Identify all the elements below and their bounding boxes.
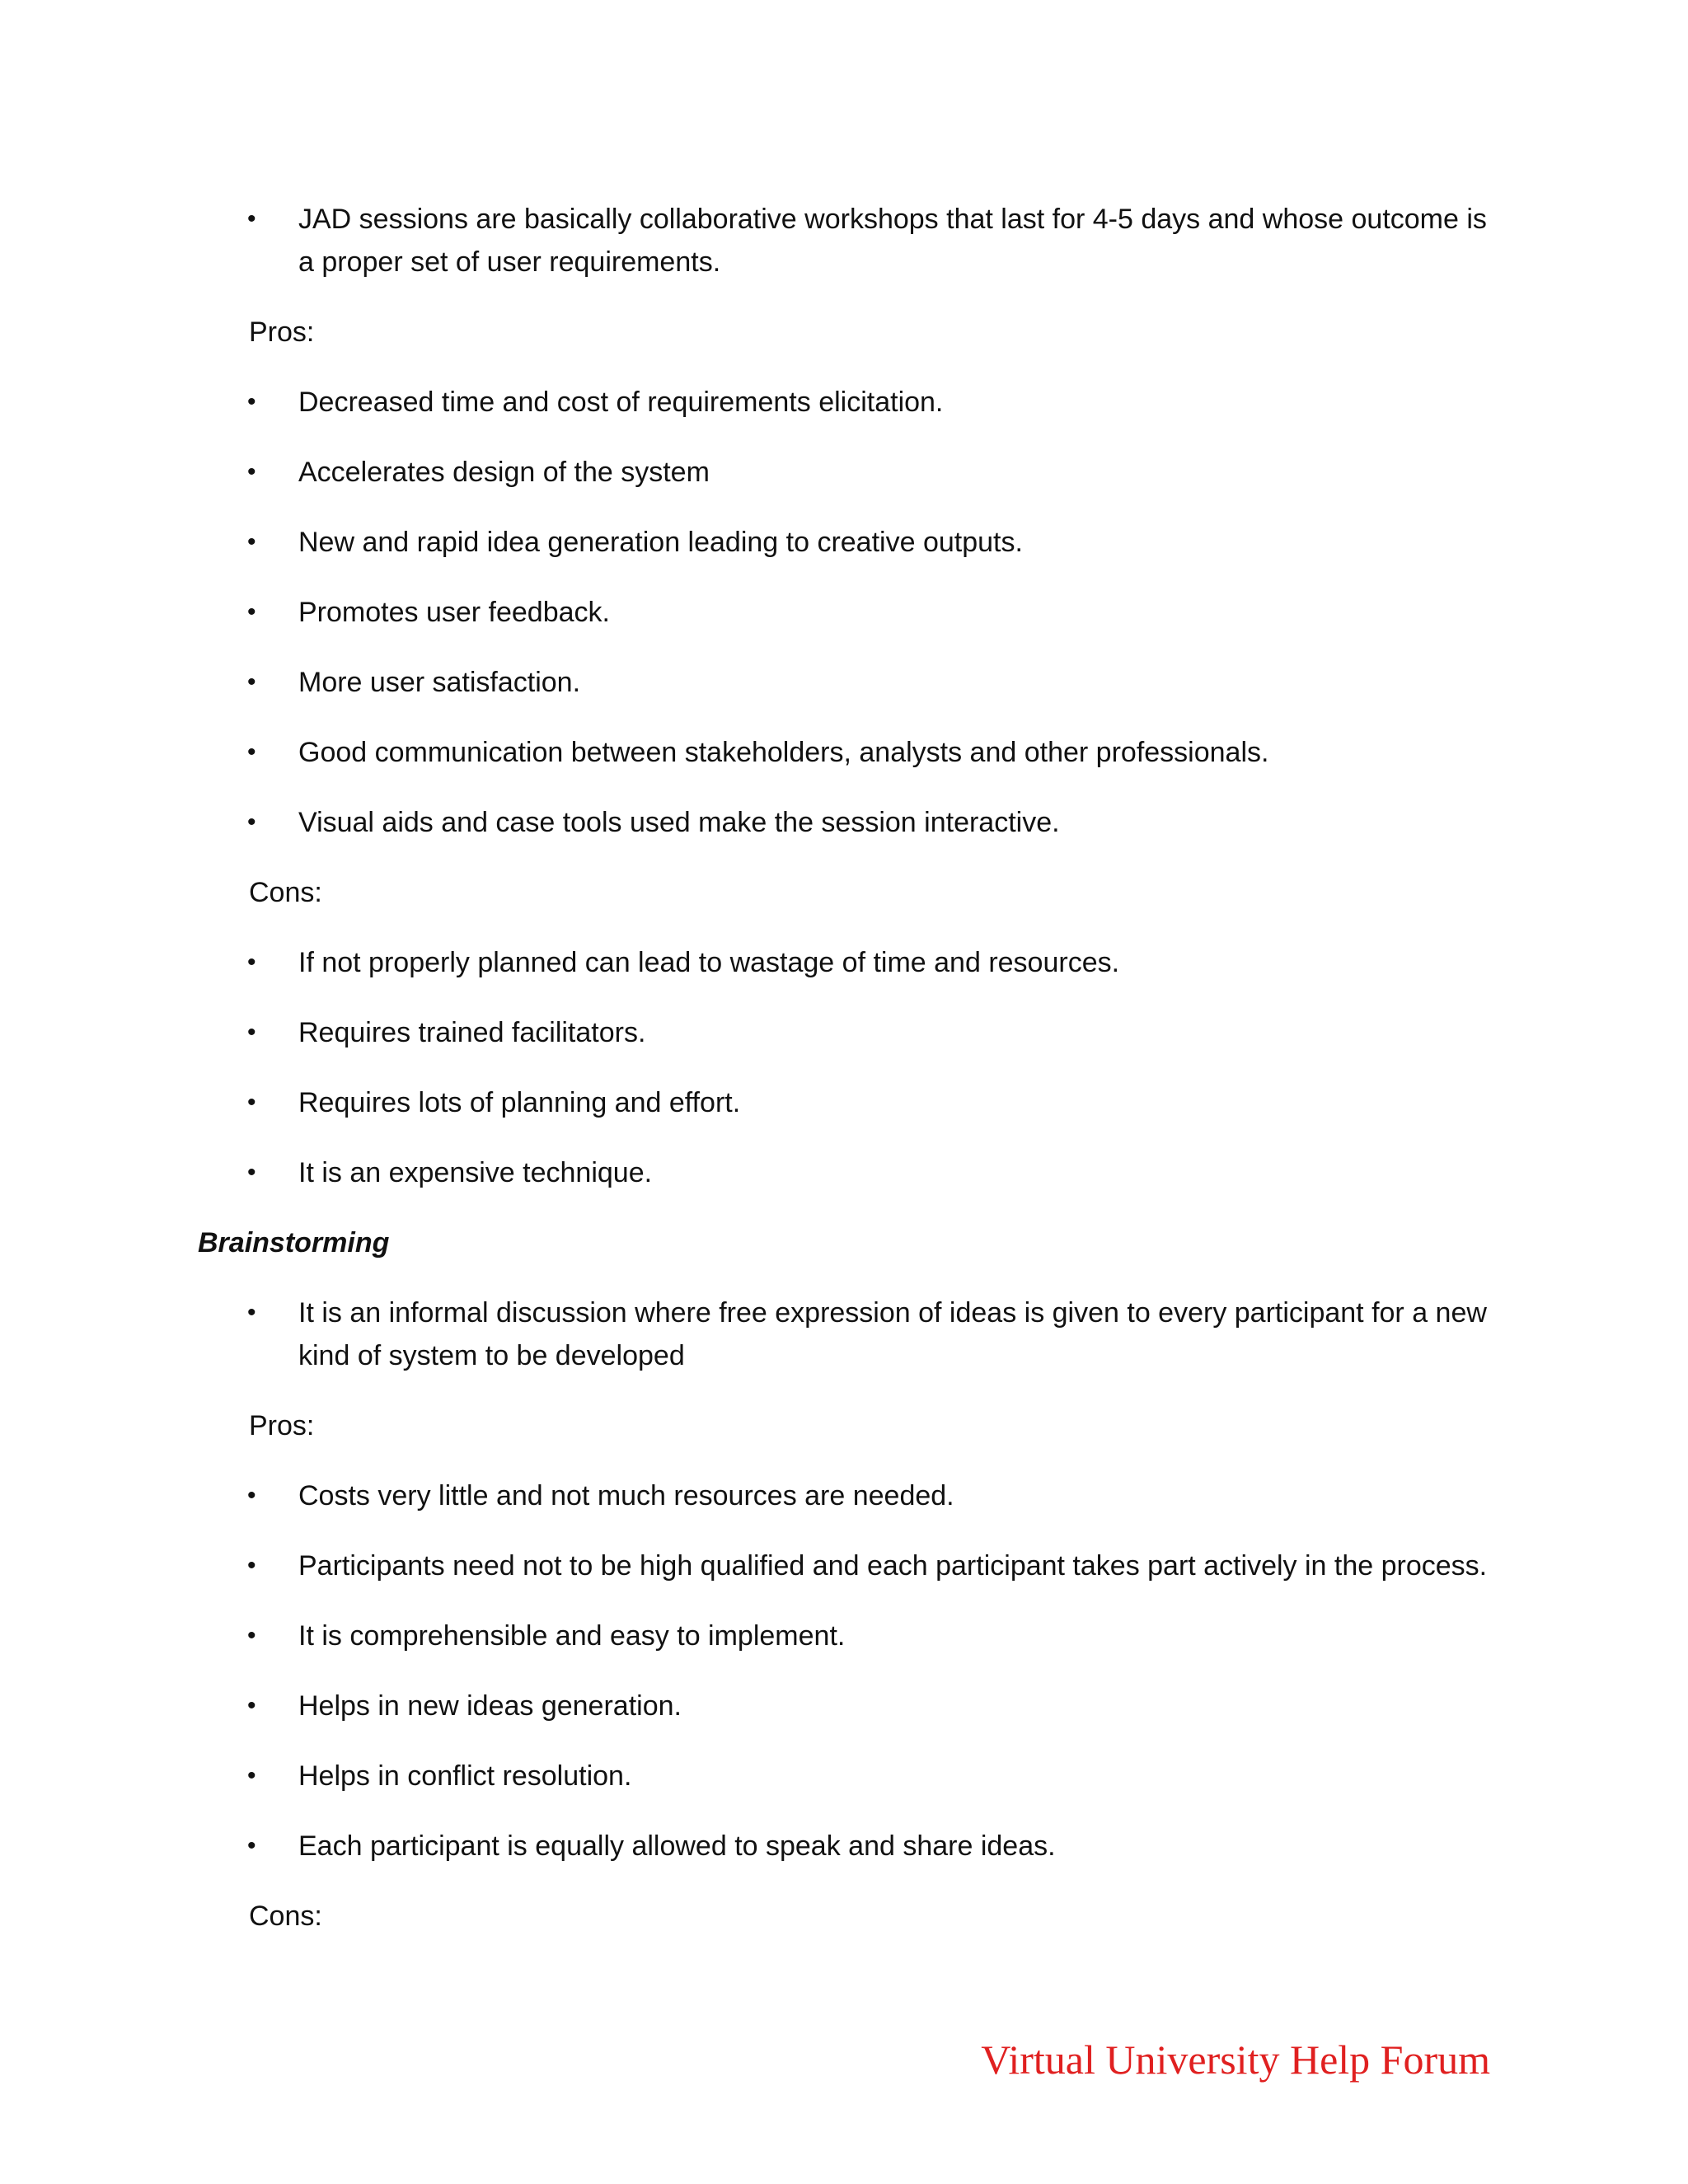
list-item-text: Requires lots of planning and effort. [298, 1087, 741, 1118]
document-body [198, 198, 1500, 1965]
list-item [198, 451, 1500, 494]
list-item-text: JAD sessions are basically collaborative workshops that last for 4-5 days and whose outcome is a proper set of user requirements. [298, 204, 1487, 278]
list-item [198, 521, 1500, 564]
list-item [198, 661, 1500, 704]
cons-label: Cons: [249, 1900, 322, 1932]
list-item [198, 198, 1500, 284]
bullet-icon: • [247, 1019, 256, 1046]
bullet-icon: • [247, 205, 256, 232]
list-item-text: Visual aids and case tools used make the session interactive. [298, 807, 1060, 838]
list-item-text: New and rapid idea generation leading to creative outputs. [298, 527, 1023, 558]
list-item [198, 1474, 1500, 1517]
bullet-icon: • [247, 949, 256, 976]
bullet-icon: • [247, 1832, 256, 1859]
list-item-text: It is an informal discussion where free expression of ideas is given to every participant for a new kind of system to be developed [298, 1297, 1487, 1371]
list-item-text: Good communication between stakeholders, analysts and other professionals. [298, 737, 1269, 768]
bullet-icon: • [247, 1482, 256, 1509]
list-item-text: Accelerates design of the system [298, 457, 710, 488]
list-item-text: Costs very little and not much resources are needed. [298, 1480, 954, 1511]
bullet-icon: • [247, 1159, 256, 1186]
bullet-icon: • [247, 528, 256, 555]
list-item [198, 731, 1500, 774]
bullet-icon: • [247, 1762, 256, 1789]
bullet-icon: • [247, 1622, 256, 1649]
list-item-text: If not properly planned can lead to wastage of time and resources. [298, 947, 1120, 978]
bullet-icon: • [247, 668, 256, 696]
list-item [198, 1825, 1500, 1868]
list-item-text: Helps in conflict resolution. [298, 1760, 632, 1792]
bullet-icon: • [247, 1552, 256, 1579]
list-item [198, 591, 1500, 634]
list-item-text: Each participant is equally allowed to speak and share ideas. [298, 1830, 1056, 1862]
list-item [198, 1755, 1500, 1797]
list-item [198, 1151, 1500, 1194]
bullet-icon: • [247, 738, 256, 766]
list-item [198, 941, 1500, 984]
list-item-text: It is an expensive technique. [298, 1157, 653, 1188]
list-item [198, 381, 1500, 424]
list-item-text: Requires trained facilitators. [298, 1017, 646, 1048]
list-item-text: It is comprehensible and easy to implement. [298, 1620, 846, 1652]
list-item-text: Promotes user feedback. [298, 597, 610, 628]
bullet-icon: • [247, 598, 256, 626]
bullet-icon: • [247, 1089, 256, 1116]
cons-label: Cons: [249, 877, 322, 908]
bullet-icon: • [247, 808, 256, 836]
footer-brand: Virtual University Help Forum [981, 2036, 1490, 2083]
list-item [198, 1615, 1500, 1657]
bullet-icon: • [247, 1692, 256, 1719]
bullet-icon: • [247, 388, 256, 415]
list-item-text: Decreased time and cost of requirements elicitation. [298, 387, 944, 418]
list-item-text: More user satisfaction. [298, 667, 581, 698]
bullet-icon: • [247, 1299, 256, 1326]
bullet-icon: • [247, 458, 256, 485]
pros-label: Pros: [249, 1410, 315, 1441]
pros-label: Pros: [249, 316, 315, 348]
section-heading: Brainstorming [198, 1227, 390, 1258]
list-item [198, 801, 1500, 844]
list-item [198, 1011, 1500, 1054]
list-item [198, 1081, 1500, 1124]
list-item [198, 1291, 1500, 1377]
list-item-text: Helps in new ideas generation. [298, 1690, 682, 1722]
list-item-text: Participants need not to be high qualified and each participant takes part actively in the process. [298, 1550, 1488, 1582]
list-item [198, 1544, 1500, 1587]
list-item [198, 1685, 1500, 1727]
